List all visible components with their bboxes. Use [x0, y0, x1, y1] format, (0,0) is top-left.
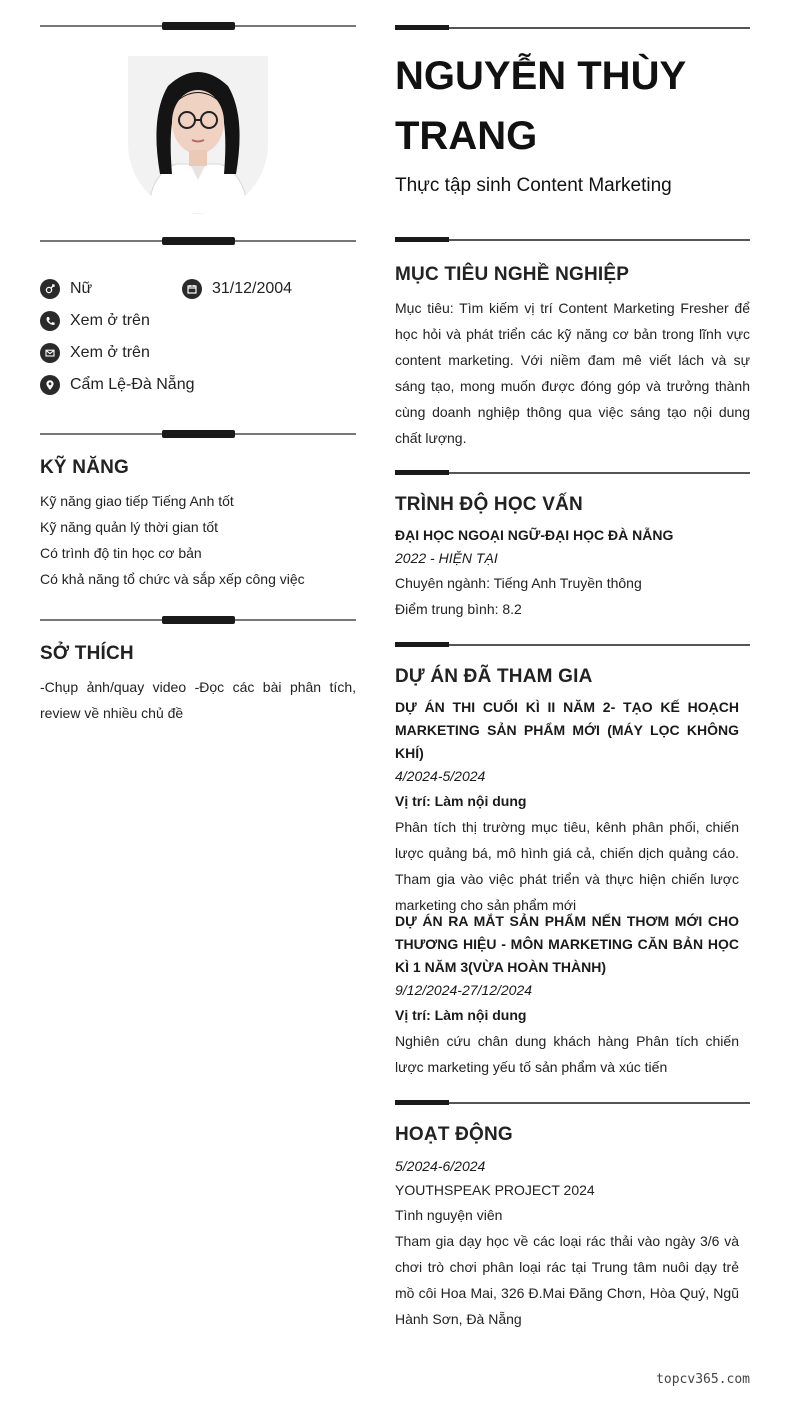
- location-icon: [40, 375, 60, 395]
- project-item: [395, 910, 739, 1080]
- divider: [40, 237, 356, 245]
- list-item: Có khả năng tổ chức và sắp xếp công việc: [40, 571, 305, 587]
- divider: [395, 1100, 750, 1106]
- email-icon: [40, 343, 60, 363]
- skills-list: [40, 488, 356, 592]
- skills-title: KỸ NĂNG: [40, 457, 130, 478]
- education-title: TRÌNH ĐỘ HỌC VẤN: [395, 494, 583, 515]
- address-row: [40, 375, 195, 395]
- divider: [40, 430, 356, 438]
- project-item: [395, 696, 739, 918]
- project-position: Vị trí: Làm nội dung: [395, 1007, 527, 1023]
- project-name: DỰ ÁN RA MẮT SẢN PHẨM NẾN THƠM MỚI CHO THƯƠNG HIỆU - MÔN MARKETING CĂN BẢN HỌC KÌ 1 NĂM 3(VỪA HOÀN THÀNH): [395, 913, 739, 975]
- hobbies-text: -Chụp ảnh/quay video -Đọc các bài phân tích, review về nhiều chủ đề: [40, 679, 356, 721]
- phone-row: [40, 311, 150, 331]
- project-period: 4/2024-5/2024: [395, 768, 486, 784]
- phone-icon: [40, 311, 60, 331]
- gender-value: Nữ: [70, 280, 93, 297]
- birthdate-row: [182, 279, 292, 299]
- project-desc: Nghiên cứu chân dung khách hàng Phân tích chiến lược marketing yếu tố sản phẩm và xúc tiến: [395, 1033, 739, 1075]
- job-role: Thực tập sinh Content Marketing: [395, 175, 672, 196]
- activity-desc: Tham gia dạy học về các loại rác thải vào ngày 3/6 và chơi trò chơi phân loại rác tại Trung tâm nuôi dạy trẻ mồ côi Hoa Mai, 326 Đ.Mai Đăng Chơn, Hòa Quý, Ngũ Hành Sơn, Đà Nẵng: [395, 1233, 739, 1327]
- email-value: Xem ở trên: [70, 344, 150, 361]
- divider: [40, 616, 356, 624]
- address-value: Cẩm Lệ-Đà Nẵng: [70, 376, 195, 393]
- project-position: Vị trí: Làm nội dung: [395, 793, 527, 809]
- objective-text: Mục tiêu: Tìm kiếm vị trí Content Marketing Fresher để học hỏi và phát triển các kỹ năng cơ bản trong lĩnh vực content marketing. Với niềm đam mê viết lách và sự sáng tạo, mong muốn được đóng góp và trưởng thành cùng doanh nghiệp thông qua việc sáng tạo nội dung chất lượng.: [395, 300, 750, 446]
- education-period: 2022 - HIỆN TẠI: [395, 550, 498, 566]
- activity-block: [395, 1155, 739, 1332]
- phone-value: Xem ở trên: [70, 312, 150, 329]
- projects-title: DỰ ÁN ĐÃ THAM GIA: [395, 666, 593, 687]
- activity-org: YOUTHSPEAK PROJECT 2024: [395, 1182, 595, 1198]
- objective-title: MỤC TIÊU NGHỀ NGHIỆP: [395, 264, 630, 285]
- divider: [395, 642, 750, 648]
- gender-icon: [40, 279, 60, 299]
- activity-period: 5/2024-6/2024: [395, 1158, 486, 1174]
- divider: [40, 22, 356, 30]
- full-name: NGUYỄN THÙY TRANG: [395, 54, 686, 158]
- email-row: [40, 343, 150, 363]
- hobbies-title: SỞ THÍCH: [40, 643, 134, 664]
- activities-title: HOẠT ĐỘNG: [395, 1124, 513, 1145]
- divider: [395, 25, 750, 31]
- gender-row: [40, 279, 92, 299]
- list-item: Kỹ năng giao tiếp Tiếng Anh tốt: [40, 493, 234, 509]
- project-period: 9/12/2024-27/12/2024: [395, 982, 533, 998]
- education-block: [395, 524, 750, 622]
- list-item: Có trình độ tin học cơ bản: [40, 545, 202, 561]
- project-desc: Phân tích thị trường mục tiêu, kênh phân phối, chiến lược quảng bá, mô hình giá cả, chiến dịch quảng cáo. Tham gia vào việc phát triển và thực hiện chiến lược marketing cho sản phẩm mới: [395, 819, 739, 913]
- birthdate-value: 31/12/2004: [212, 280, 293, 297]
- footer-watermark: topcv365.com: [656, 1372, 750, 1387]
- education-gpa: Điểm trung bình: 8.2: [395, 601, 522, 617]
- calendar-icon: [182, 279, 202, 299]
- divider: [395, 237, 750, 243]
- education-major: Chuyên ngành: Tiếng Anh Truyền thông: [395, 575, 642, 591]
- activity-role: Tình nguyện viên: [395, 1207, 503, 1223]
- list-item: Kỹ năng quản lý thời gian tốt: [40, 519, 219, 535]
- avatar: [128, 56, 268, 214]
- school-name: ĐẠI HỌC NGOẠI NGỮ-ĐẠI HỌC ĐÀ NẴNG: [395, 527, 674, 543]
- divider: [395, 470, 750, 476]
- project-name: DỰ ÁN THI CUỐI KÌ II NĂM 2- TẠO KẾ HOẠCH MARKETING SẢN PHẨM MỚI (MÁY LỌC KHÔNG KHÍ): [395, 699, 739, 761]
